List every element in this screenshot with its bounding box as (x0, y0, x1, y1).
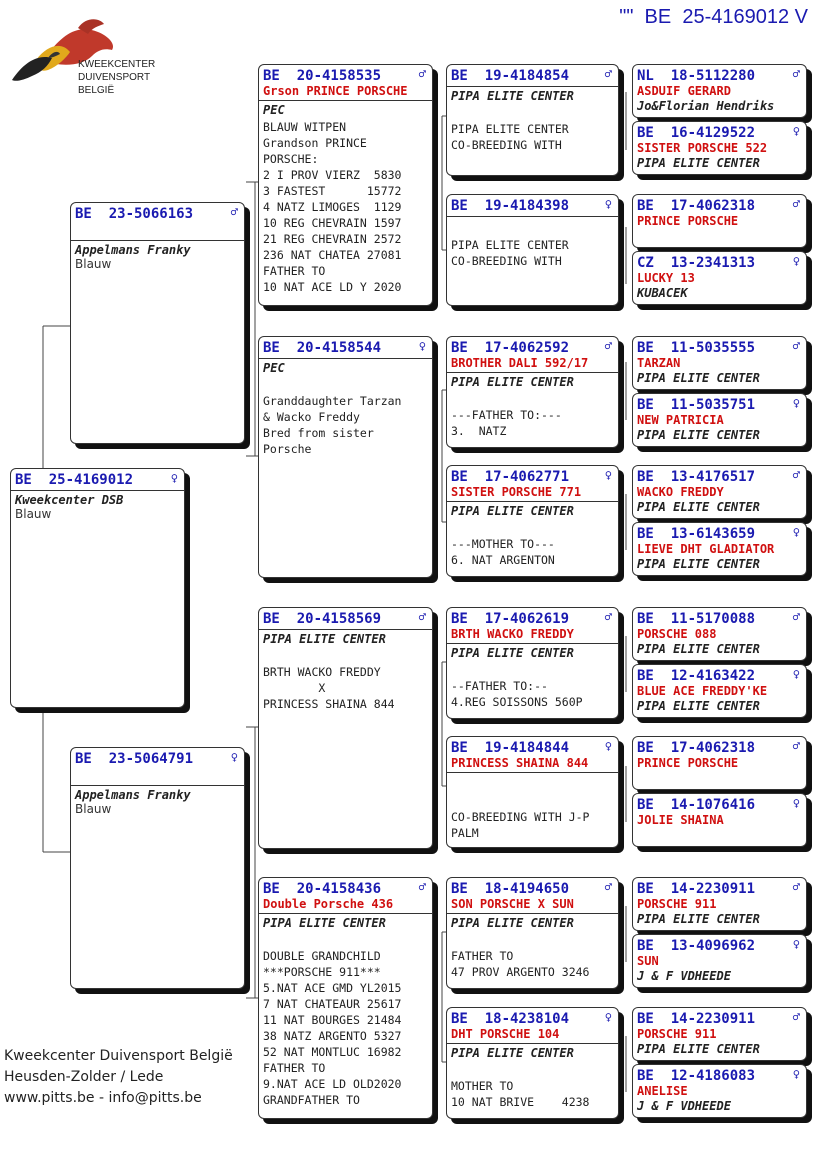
gen4-ring: BE 19-4184844 (451, 740, 570, 756)
gen4-owner: PIPA ELITE CENTER (451, 916, 574, 930)
gen5-card[interactable] (632, 793, 807, 847)
gen5-name: ANELISE (637, 1084, 688, 1098)
gen5-name: PORSCHE 911 (637, 897, 717, 911)
gen5-ring: BE 13-4176517 (637, 469, 756, 485)
header-ring-number: "" BE 25-4169012 V (619, 6, 808, 28)
female-icon: ♀ (170, 471, 178, 485)
female-icon: ♀ (792, 937, 800, 951)
gen3-card[interactable] (258, 607, 433, 849)
gen5-card[interactable] (632, 1007, 807, 1061)
gen5-ring: BE 14-2230911 (637, 881, 756, 897)
female-icon: ♀ (418, 339, 426, 353)
logo-line-2: DUIVENSPORT BELGIË (78, 72, 150, 96)
male-icon: ♂ (418, 67, 426, 81)
gen4-ring: BE 17-4062619 (451, 611, 570, 627)
sire-ring: BE 23-5066163 (75, 206, 194, 222)
gen5-card[interactable] (632, 934, 807, 988)
gen5-owner: PIPA ELITE CENTER (637, 428, 760, 442)
gen3-info: Granddaughter Tarzan & Wacko Freddy Bred from sister Porsche (263, 394, 402, 456)
gen5-name: SUN (637, 954, 659, 968)
gen5-ring: BE 13-6143659 (637, 526, 756, 542)
gen4-name: SISTER PORSCHE 771 (451, 485, 582, 499)
gen3-card[interactable] (258, 877, 433, 1119)
female-icon: ♀ (792, 124, 800, 138)
gen5-card[interactable] (632, 1064, 807, 1118)
male-icon: ♂ (792, 339, 800, 353)
gen4-card[interactable] (446, 736, 619, 848)
gen3-info: BLAUW WITPEN Grandson PRINCE PORSCHE: 2 I PROV VIERZ 5830 3 FASTEST 15772 4 NATZ LIMOGES 1129 10 REG CHEVRAIN 1597 21 REG CHEVRAIN 2572 236 NAT CHATEA 27081 FATHER TO 10 NAT ACE LD Y 2020 (263, 120, 402, 294)
gen4-owner: PIPA ELITE CENTER (451, 89, 574, 103)
gen5-ring: BE 14-1076416 (637, 797, 756, 813)
gen4-name: SON PORSCHE X SUN (451, 897, 574, 911)
gen4-name: BRTH WACKO FREDDY (451, 627, 574, 641)
gen5-name: WACKO FREDDY (637, 485, 724, 499)
gen5-card[interactable] (632, 251, 807, 305)
gen5-name: TARZAN (637, 356, 681, 370)
gen4-card[interactable] (446, 194, 619, 306)
gen5-card[interactable] (632, 393, 807, 447)
female-icon: ♀ (792, 667, 800, 681)
gen5-card[interactable] (632, 194, 807, 248)
gen4-info: MOTHER TO 10 NAT BRIVE 4238 (451, 1079, 590, 1109)
gen5-name: PORSCHE 911 (637, 1027, 717, 1041)
male-icon: ♂ (792, 67, 800, 81)
male-icon: ♂ (418, 880, 426, 894)
female-icon: ♀ (604, 468, 612, 482)
gen5-name: NEW PATRICIA (637, 413, 724, 427)
female-icon: ♀ (792, 1067, 800, 1081)
gen5-ring: BE 16-4129522 (637, 125, 756, 141)
footer-location: Heusden-Zolder / Lede (4, 1069, 164, 1085)
subject-card[interactable] (10, 468, 185, 708)
footer-contact[interactable]: www.pitts.be - info@pitts.be (4, 1090, 202, 1106)
gen5-name: JOLIE SHAINA (637, 813, 724, 827)
gen5-name: SISTER PORSCHE 522 (637, 141, 768, 155)
gen5-ring: BE 12-4163422 (637, 668, 756, 684)
subject-ring: BE 25-4169012 (15, 472, 134, 488)
gen5-card[interactable] (632, 877, 807, 931)
gen3-ring: BE 20-4158544 (263, 340, 382, 356)
gen5-ring: BE 11-5170088 (637, 611, 756, 627)
gen4-card[interactable] (446, 336, 619, 448)
gen5-card[interactable] (632, 336, 807, 390)
male-icon: ♂ (230, 205, 238, 219)
gen5-ring: BE 14-2230911 (637, 1011, 756, 1027)
gen4-ring: BE 19-4184398 (451, 198, 570, 214)
gen5-card[interactable] (632, 736, 807, 790)
gen5-card[interactable] (632, 664, 807, 718)
female-icon: ♀ (792, 396, 800, 410)
dam-ring: BE 23-5064791 (75, 751, 194, 767)
male-icon: ♂ (792, 197, 800, 211)
gen4-card[interactable] (446, 877, 619, 989)
gen3-card[interactable] (258, 336, 433, 578)
gen5-owner: Jo&Florian Hendriks (637, 99, 775, 113)
gen5-owner: PIPA ELITE CENTER (637, 642, 760, 656)
gen5-card[interactable] (632, 522, 807, 576)
gen5-ring: BE 13-4096962 (637, 938, 756, 954)
female-icon: ♀ (792, 796, 800, 810)
male-icon: ♂ (604, 880, 612, 894)
gen5-owner: PIPA ELITE CENTER (637, 699, 760, 713)
gen4-info: CO-BREEDING WITH J-P PALM (451, 810, 590, 840)
gen3-info: BRTH WACKO FREDDY X PRINCESS SHAINA 844 (263, 665, 395, 711)
sire-owner: Appelmans Franky (75, 243, 191, 257)
gen4-name: BROTHER DALI 592/17 (451, 356, 589, 370)
gen5-owner: PIPA ELITE CENTER (637, 557, 760, 571)
gen3-owner: PIPA ELITE CENTER (263, 916, 386, 930)
gen4-owner: PIPA ELITE CENTER (451, 646, 574, 660)
gen5-card[interactable] (632, 64, 807, 118)
gen5-name: PRINCE PORSCHE (637, 756, 739, 770)
sire-color: Blauw (75, 257, 112, 271)
gen4-ring: BE 18-4238104 (451, 1011, 570, 1027)
footer (4, 1046, 233, 1109)
gen5-owner: J & F VDHEEDE (637, 1099, 731, 1113)
gen5-owner: PIPA ELITE CENTER (637, 500, 760, 514)
gen4-owner: PIPA ELITE CENTER (451, 1046, 574, 1060)
female-icon: ♀ (792, 525, 800, 539)
gen4-card[interactable] (446, 64, 619, 176)
gen4-name: DHT PORSCHE 104 (451, 1027, 560, 1041)
gen3-info: DOUBLE GRANDCHILD ***PORSCHE 911*** 5.NAT ACE GMD YL2015 7 NAT CHATEAUR 25617 11 NAT BOURGES 21484 38 NATZ ARGENTO 5327 52 NAT MONTLUC 16982 FATHER TO 9.NAT ACE LD OLD2020 GRANDFATHER TO (263, 949, 402, 1107)
dam-color: Blauw (75, 802, 112, 816)
gen5-ring: BE 11-5035555 (637, 340, 756, 356)
gen5-owner: PIPA ELITE CENTER (637, 912, 760, 926)
female-icon: ♀ (792, 254, 800, 268)
gen3-ring: BE 20-4158535 (263, 68, 382, 84)
female-icon: ♀ (604, 739, 612, 753)
gen4-ring: BE 19-4184854 (451, 68, 570, 84)
dam-owner: Appelmans Franky (75, 788, 191, 802)
gen5-card[interactable] (632, 607, 807, 661)
subject-color: Blauw (15, 507, 52, 521)
male-icon: ♂ (792, 468, 800, 482)
male-icon: ♂ (604, 339, 612, 353)
gen3-name: Double Porsche 436 (263, 897, 394, 911)
gen3-name: Grson PRINCE PORSCHE (263, 84, 408, 98)
gen5-owner: KUBACEK (637, 286, 688, 300)
male-icon: ♂ (604, 610, 612, 624)
gen5-name: LIEVE DHT GLADIATOR (637, 542, 775, 556)
gen5-ring: BE 11-5035751 (637, 397, 756, 413)
female-icon: ♀ (604, 1010, 612, 1024)
female-icon: ♀ (230, 750, 238, 764)
gen4-info: FATHER TO 47 PROV ARGENTO 3246 (451, 949, 590, 979)
gen3-owner: PIPA ELITE CENTER (263, 632, 386, 646)
gen3-card[interactable] (258, 64, 433, 306)
gen5-ring: BE 17-4062318 (637, 740, 756, 756)
logo-line-1: KWEEKCENTER (78, 59, 156, 70)
subject-owner: Kweekcenter DSB (15, 493, 124, 507)
gen4-card[interactable] (446, 1007, 619, 1119)
footer-company: Kweekcenter Duivensport België (4, 1048, 233, 1064)
gen5-ring: BE 12-4186083 (637, 1068, 756, 1084)
male-icon: ♂ (792, 1010, 800, 1024)
gen4-card[interactable] (446, 465, 619, 577)
gen4-ring: BE 17-4062592 (451, 340, 570, 356)
gen5-name: LUCKY 13 (637, 271, 695, 285)
gen5-owner: PIPA ELITE CENTER (637, 371, 760, 385)
gen4-ring: BE 18-4194650 (451, 881, 570, 897)
male-icon: ♂ (418, 610, 426, 624)
gen5-name: PORSCHE 088 (637, 627, 717, 641)
gen4-info: ---FATHER TO:--- 3. NATZ (451, 408, 562, 438)
gen5-owner: J & F VDHEEDE (637, 969, 731, 983)
gen4-owner: PIPA ELITE CENTER (451, 504, 574, 518)
gen5-ring: CZ 13-2341313 (637, 255, 756, 271)
gen5-owner: PIPA ELITE CENTER (637, 1042, 760, 1056)
gen4-owner: PIPA ELITE CENTER (451, 375, 574, 389)
male-icon: ♂ (792, 880, 800, 894)
gen3-owner: PEC (263, 103, 285, 117)
gen5-name: BLUE ACE FREDDY'KE (637, 684, 768, 698)
gen4-info: PIPA ELITE CENTER CO-BREEDING WITH (451, 122, 569, 152)
male-icon: ♂ (792, 739, 800, 753)
gen5-card[interactable] (632, 465, 807, 519)
gen3-ring: BE 20-4158436 (263, 881, 382, 897)
gen5-card[interactable] (632, 121, 807, 175)
gen3-ring: BE 20-4158569 (263, 611, 382, 627)
gen4-card[interactable] (446, 607, 619, 719)
gen5-ring: BE 17-4062318 (637, 198, 756, 214)
female-icon: ♀ (604, 197, 612, 211)
male-icon: ♂ (604, 67, 612, 81)
dam-card[interactable] (70, 747, 245, 989)
gen4-info: PIPA ELITE CENTER CO-BREEDING WITH (451, 238, 569, 268)
gen5-name: PRINCE PORSCHE (637, 214, 739, 228)
gen5-owner: PIPA ELITE CENTER (637, 156, 760, 170)
gen4-ring: BE 17-4062771 (451, 469, 570, 485)
sire-card[interactable] (70, 202, 245, 444)
male-icon: ♂ (792, 610, 800, 624)
gen5-name: ASDUIF GERARD (637, 84, 731, 98)
gen3-owner: PEC (263, 361, 285, 375)
gen4-name: PRINCESS SHAINA 844 (451, 756, 589, 770)
gen4-info: --FATHER TO:-- 4.REG SOISSONS 560P (451, 679, 583, 709)
gen4-info: ---MOTHER TO--- 6. NAT ARGENTON (451, 537, 555, 567)
gen5-ring: NL 18-5112280 (637, 68, 756, 84)
